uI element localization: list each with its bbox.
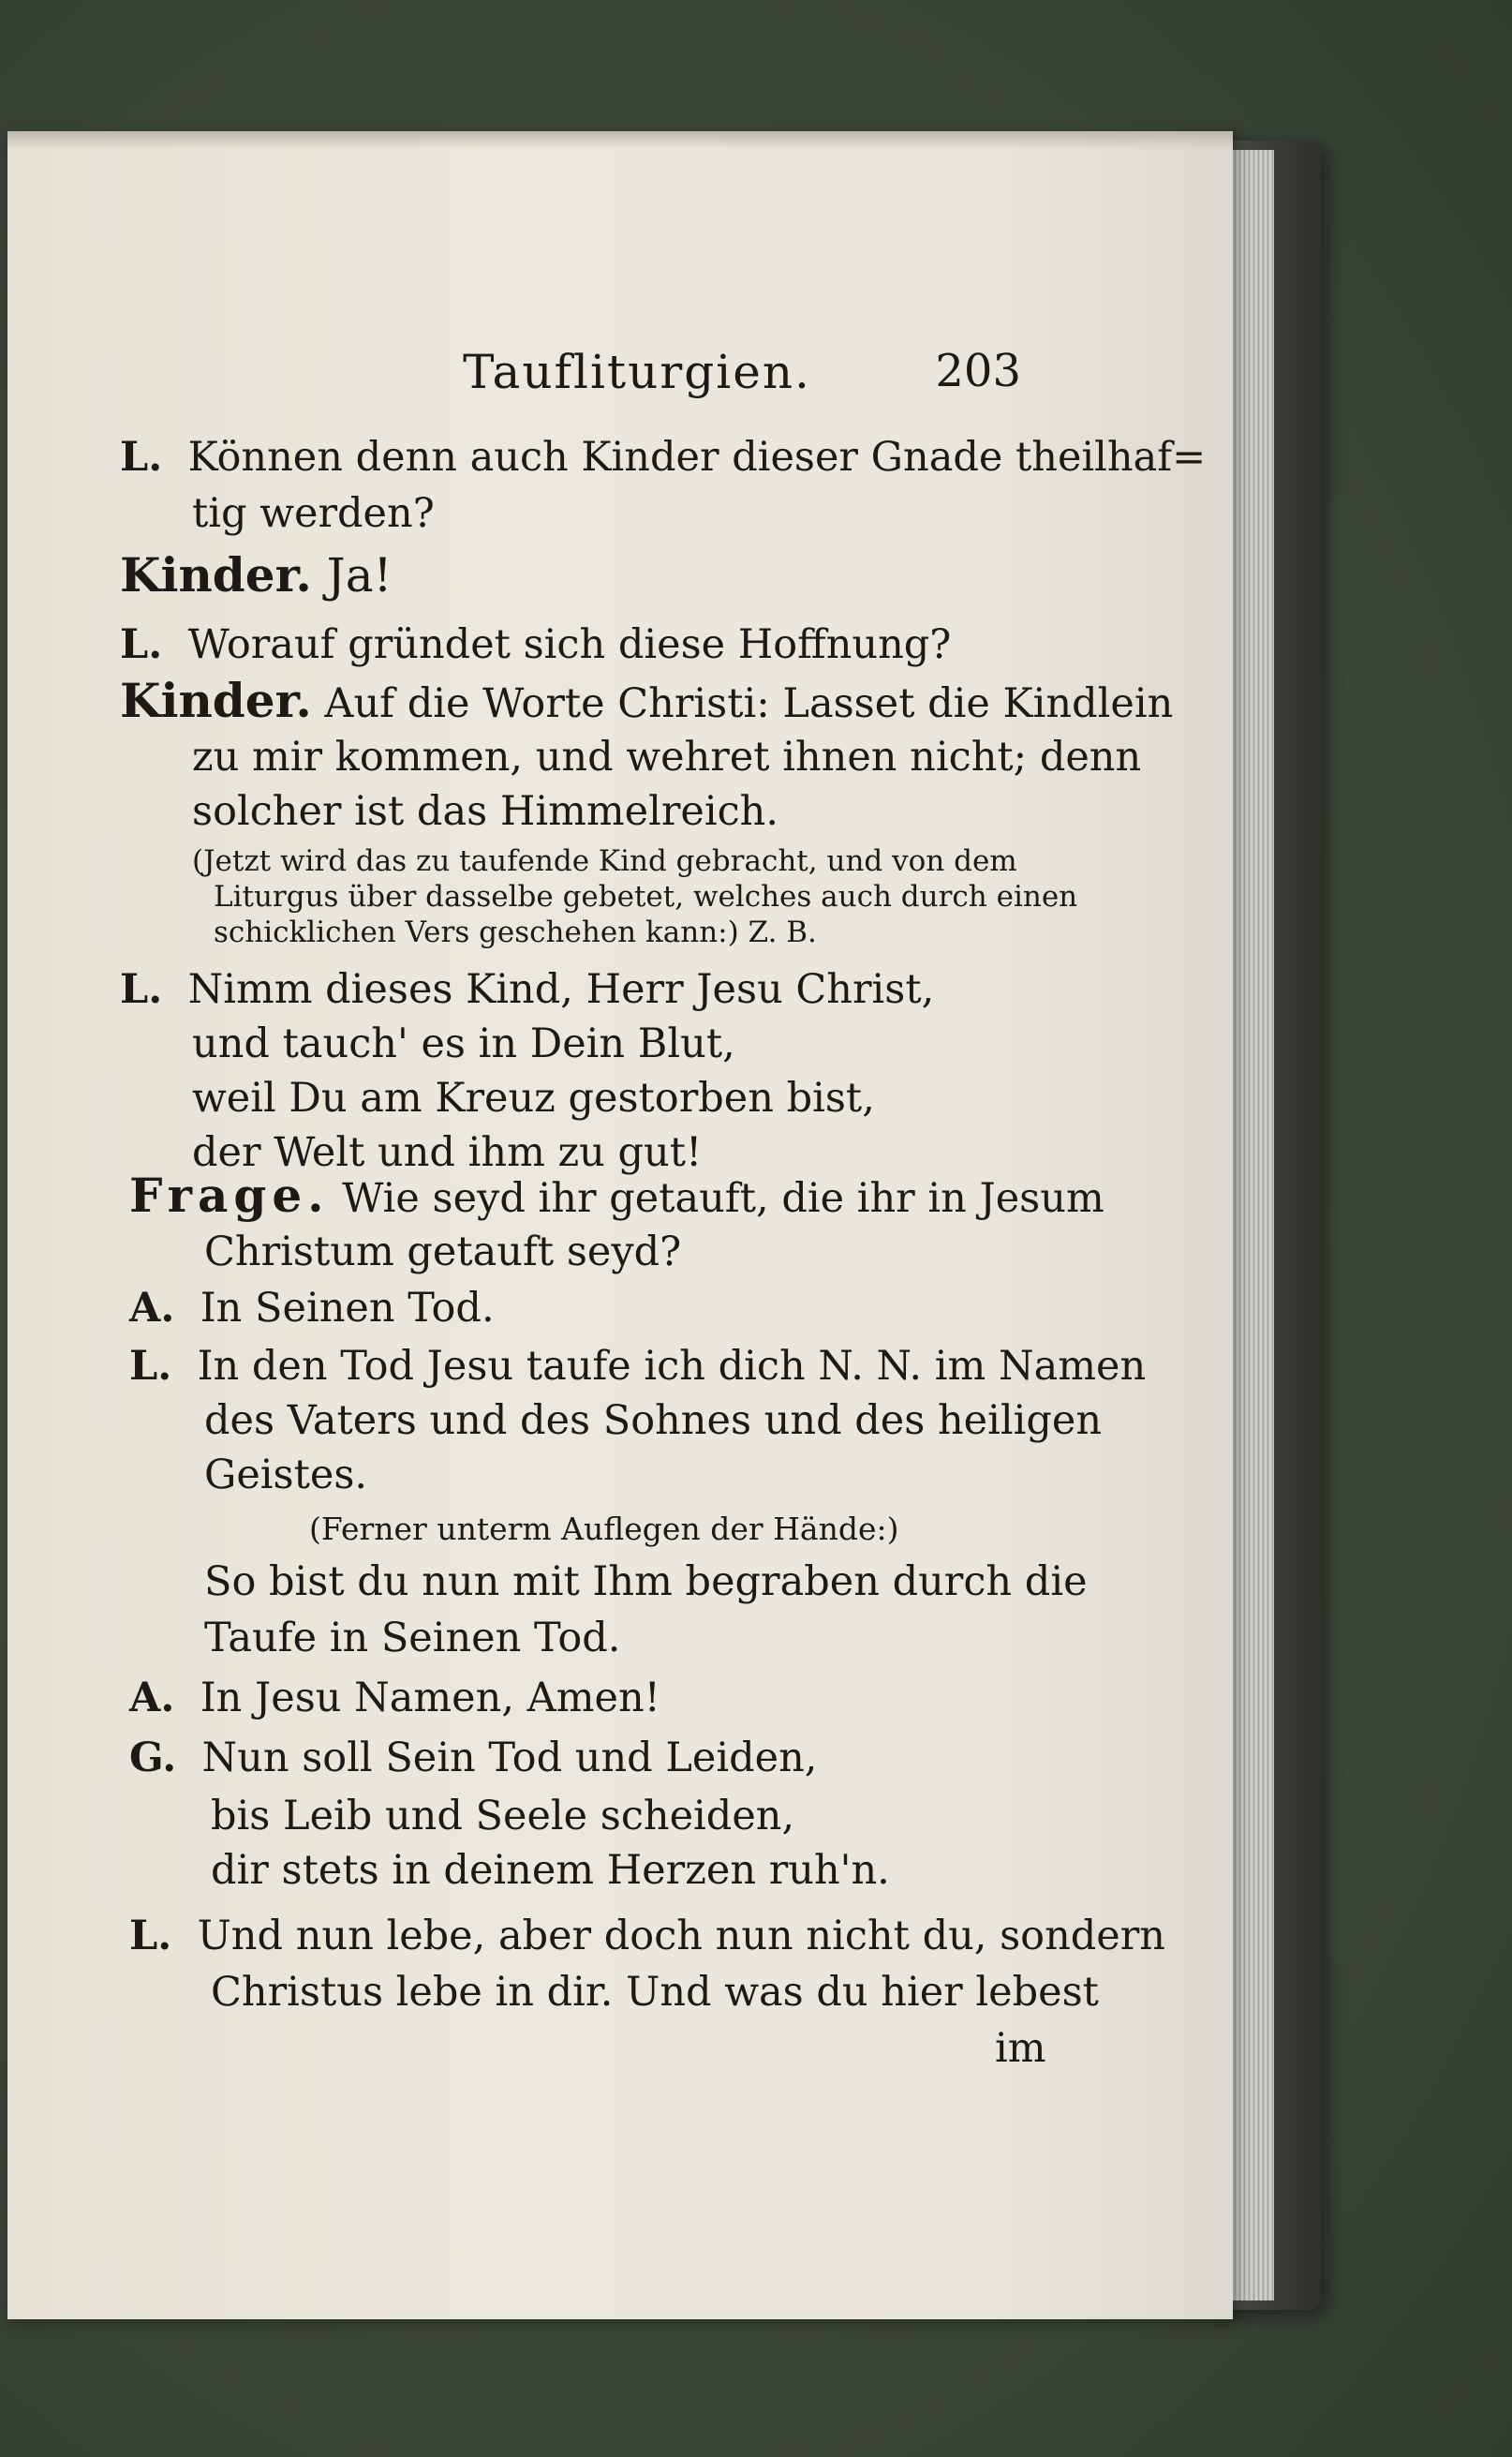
line-text: bis Leib und Seele scheiden,	[211, 1793, 795, 1839]
line-text: (Ferner unterm Auflegen der Hände:)	[309, 1511, 899, 1547]
line-text: (Jetzt wird das zu taufende Kind gebracht, und von dem	[192, 844, 1017, 878]
line-text: und tauch' es in Dein Blut,	[192, 1020, 735, 1067]
text-line	[211, 1846, 890, 1895]
stage-direction	[309, 1511, 898, 1548]
text-line	[120, 965, 934, 1014]
text-line	[129, 1912, 1165, 1960]
line-text: des Vaters und des Sohnes und des heiligen	[204, 1397, 1103, 1444]
line-text: Nun soll Sein Tod und Leiden,	[201, 1735, 818, 1781]
text-line	[120, 433, 1206, 482]
text-line	[129, 1674, 660, 1722]
speaker-label: G.	[129, 1735, 177, 1781]
text-line	[129, 1734, 817, 1782]
text-line	[192, 787, 778, 836]
speaker-label: A.	[129, 1285, 175, 1332]
text-line	[120, 620, 951, 669]
line-text: In Seinen Tod.	[200, 1285, 495, 1332]
line-text: tig werden?	[192, 490, 435, 537]
line-text: So bist du nun mit Ihm begraben durch die	[204, 1558, 1088, 1605]
line-text: Ja!	[326, 548, 393, 603]
speaker-label: L.	[129, 1343, 172, 1390]
speaker-label: L.	[120, 966, 163, 1013]
line-text: schicklichen Vers geschehen kann:) Z. B.	[214, 916, 817, 949]
text-line	[211, 1968, 1099, 2017]
line-text: dir stets in deinem Herzen ruh'n.	[211, 1847, 890, 1894]
speaker-label: L.	[120, 434, 163, 481]
line-text: Christus lebe in dir. Und was du hier lebest	[211, 1969, 1099, 2016]
speaker-label: A.	[129, 1675, 175, 1721]
line-text: Und nun lebe, aber doch nun nicht du, sondern	[197, 1913, 1165, 1959]
line-text: Nimm dieses Kind, Herr Jesu Christ,	[187, 966, 935, 1013]
text-line	[204, 1451, 367, 1499]
speaker-label: Kinder.	[120, 673, 312, 728]
stage-direction	[192, 843, 1017, 879]
line-text: Können denn auch Kinder dieser Gnade theilhaf=	[187, 434, 1207, 481]
line-text: In Jesu Namen, Amen!	[200, 1675, 660, 1721]
text-line	[204, 1614, 620, 1662]
text-line	[211, 1792, 794, 1840]
line-text: Taufe in Seinen Tod.	[204, 1615, 621, 1661]
line-text: Worauf gründet sich diese Hoffnung?	[187, 621, 952, 668]
text-line	[192, 1074, 875, 1123]
text-line	[204, 1396, 1102, 1445]
stage-direction	[214, 879, 1077, 915]
line-text: Geistes.	[204, 1452, 368, 1498]
text-line	[192, 733, 1141, 782]
line-text: Liturgus über dasselbe gebetet, welches auch durch einen	[214, 880, 1078, 914]
line-text: solcher ist das Himmelreich.	[192, 788, 779, 835]
text-line	[192, 489, 435, 538]
line-text: zu mir kommen, und wehret ihnen nicht; denn	[192, 734, 1142, 781]
speaker-label: Frage.	[129, 1168, 330, 1223]
text-line	[192, 1020, 735, 1068]
text-line	[204, 1557, 1088, 1606]
running-title: Taufliturgien.	[463, 345, 811, 399]
line-text: im	[995, 2025, 1046, 2072]
text-line	[204, 1228, 681, 1276]
line-text: Wie seyd ihr getauft, die ihr in Jesum	[342, 1175, 1104, 1222]
text-line	[120, 547, 393, 603]
catchword	[995, 2024, 1046, 2073]
page-number: 203	[935, 345, 1021, 397]
line-text: In den Tod Jesu taufe ich dich N. N. im Namen	[197, 1343, 1147, 1390]
text-line	[129, 1284, 495, 1333]
line-text: weil Du am Kreuz gestorben bist,	[192, 1075, 875, 1122]
text-line	[129, 1168, 1104, 1223]
speaker-label: L.	[129, 1913, 172, 1959]
text-line	[129, 1342, 1146, 1391]
speaker-label: Kinder.	[120, 547, 312, 603]
line-text: Christum getauft seyd?	[204, 1228, 682, 1275]
text-line	[120, 673, 1174, 728]
stage-direction	[214, 915, 817, 950]
line-text: Auf die Worte Christi: Lasset die Kindlein	[324, 680, 1174, 727]
speaker-label: L.	[120, 621, 163, 668]
line-text: der Welt und ihm zu gut!	[192, 1129, 703, 1176]
